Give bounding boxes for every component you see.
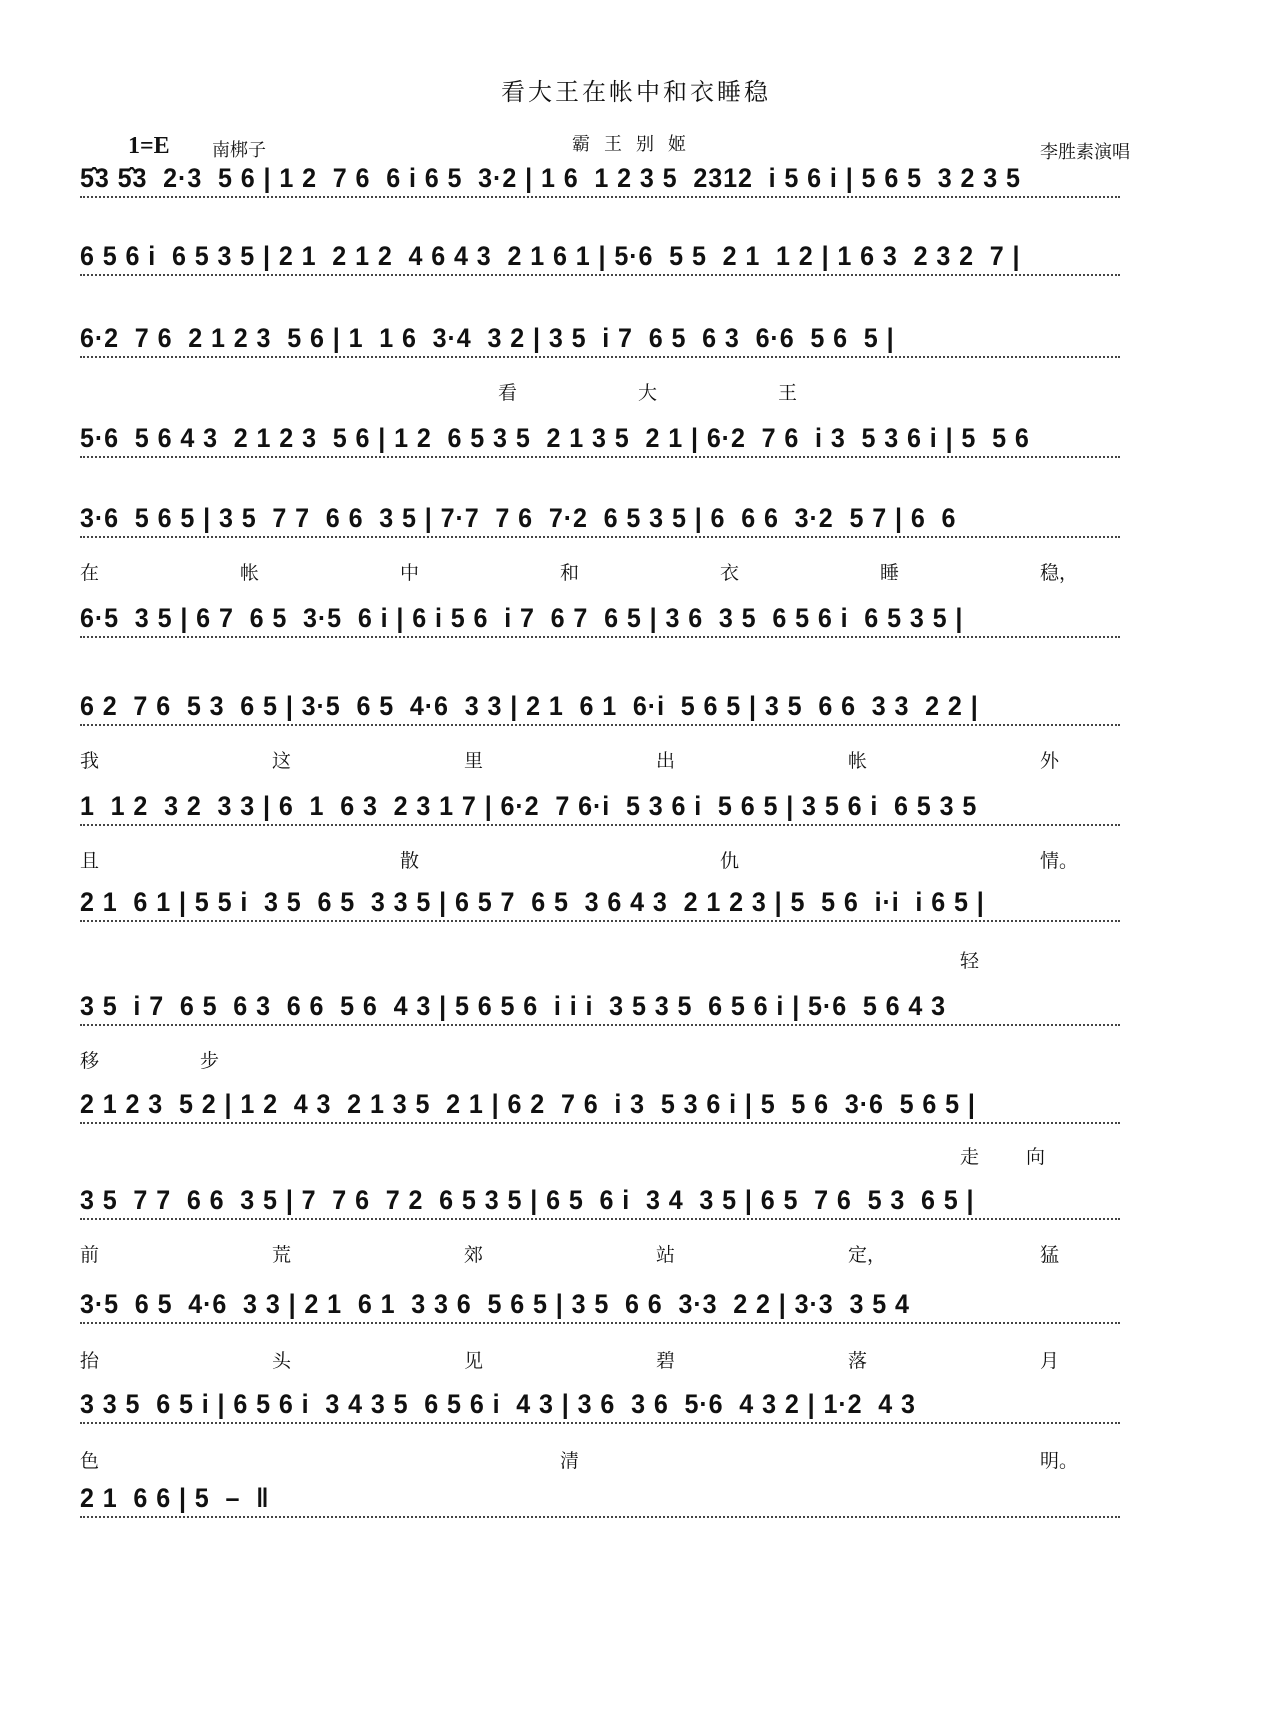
beam-underline: [80, 1422, 1120, 1424]
notation-text: [80, 1084, 1200, 1124]
lyrics-line: [80, 1346, 1200, 1374]
lyric-char: 移: [80, 1050, 100, 1072]
lyric-char: 郊: [464, 1244, 484, 1266]
notation-line: [80, 986, 1200, 1038]
lyric-char: 见: [464, 1350, 484, 1372]
notation-line: [80, 236, 1200, 288]
notation-measures: 5·6 5 6 4 3 2 1 2 3 5 6 | 1 2 6 5 3 5 2 1 3 5 2 1 | 6·2 7 6 i 3 5 3 6 i | 5 5 6: [80, 423, 1030, 453]
lyric-char: 里: [464, 750, 484, 772]
beam-underline: [80, 1218, 1120, 1220]
beam-underline: [80, 196, 1120, 198]
lyrics-line: [80, 558, 1200, 586]
notation-line: [80, 1180, 1200, 1232]
beam-underline: [80, 636, 1120, 638]
lyric-char: 荒: [272, 1244, 292, 1266]
lyric-char: 出: [656, 750, 676, 772]
lyric-char: 轻: [960, 950, 980, 972]
notation-text: [80, 158, 1200, 198]
lyric-char: 仇: [720, 850, 740, 872]
lyric-char: 头: [272, 1350, 292, 1372]
lyric-char: 外: [1040, 750, 1060, 772]
notation-line: [80, 786, 1200, 838]
notation-line: [80, 1084, 1200, 1136]
notation-measures: 3·5 6 5 4·6 3 3 | 2 1 6 1 3 3 6 5 6 5 | 3 5 6 6 3·3 2 2 | 3·3 3 5 4: [80, 1289, 910, 1319]
notation-text: [80, 418, 1200, 458]
lyrics-line: [80, 1046, 1200, 1074]
notation-measures: 5̂3 5̂3 2·3 5 6 | 1 2 7 6 6 i 6 5 3·2 | 1 6 1 2 3 5 2312 i 5 6 i | 5 6 5 3 2 3 5: [80, 163, 1021, 193]
notation-measures: 1 1 2 3 2 3 3 | 6 1 6 3 2 3 1 7 | 6·2 7 6·i 5 3 6 i 5 6 5 | 3 5 6 i 6 5 3 5: [80, 791, 978, 821]
beam-underline: [80, 920, 1120, 922]
notation-text: [80, 1384, 1200, 1424]
notation-line: [80, 1284, 1200, 1336]
beam-underline: [80, 1122, 1120, 1124]
notation-line: [80, 318, 1200, 370]
notation-measures: 3 3 5 6 5 i | 6 5 6 i 3 4 3 5 6 5 6 i 4 3 | 3 6 3 6 5·6 4 3 2 | 1·2 4 3: [80, 1389, 916, 1419]
key-signature: 1=E: [128, 133, 170, 159]
lyric-char: 前: [80, 1244, 100, 1266]
mode-label: 南梆子: [212, 140, 266, 161]
lyric-char: 王: [778, 382, 798, 404]
lyrics-line: [80, 378, 1200, 406]
notation-text: [80, 236, 1200, 276]
notation-line: [80, 598, 1200, 650]
lyric-char: 走: [960, 1146, 980, 1168]
lyric-char: 向: [1026, 1146, 1046, 1168]
notation-measures: 6·2 7 6 2 1 2 3 5 6 | 1 1 6 3·4 3 2 | 3 5 i 7 6 5 6 3 6·6 5 6 5 |: [80, 323, 895, 353]
song-title: 看大王在帐中和衣睡稳: [501, 78, 771, 106]
lyric-char: 衣: [720, 562, 740, 584]
lyric-char: 抬: [80, 1350, 100, 1372]
lyric-char: 月: [1040, 1350, 1060, 1372]
lyric-char: 清: [560, 1450, 580, 1472]
notation-line: [80, 418, 1200, 470]
notation-measures: 2 1 6 6 | 5 – ‖: [80, 1483, 270, 1513]
notation-line: [80, 1384, 1200, 1436]
lyric-char: 色: [80, 1450, 100, 1472]
notation-text: [80, 1284, 1200, 1324]
notation-text: [80, 1478, 1200, 1518]
performer-credit: 李胜素演唱: [1040, 142, 1130, 163]
notation-measures: 2 1 6 1 | 5 5 i 3 5 6 5 3 3 5 | 6 5 7 6 5 3 6 4 3 2 1 2 3 | 5 5 6 i·i i 6 5 |: [80, 887, 985, 917]
lyric-char: 碧: [656, 1350, 676, 1372]
notation-line: [80, 158, 1200, 210]
lyrics-line: [80, 946, 1200, 974]
beam-underline: [80, 1024, 1120, 1026]
beam-underline: [80, 536, 1120, 538]
beam-underline: [80, 724, 1120, 726]
beam-underline: [80, 456, 1120, 458]
beam-underline: [80, 1322, 1120, 1324]
notation-text: [80, 986, 1200, 1026]
notation-line: [80, 498, 1200, 550]
notation-text: [80, 318, 1200, 358]
lyrics-line: [80, 746, 1200, 774]
notation-measures: 6 2 7 6 5 3 6 5 | 3·5 6 5 4·6 3 3 | 2 1 6 1 6·i 5 6 5 | 3 5 6 6 3 3 2 2 |: [80, 691, 979, 721]
notation-measures: 3·6 5 6 5 | 3 5 7 7 6 6 3 5 | 7·7 7 6 7·2 6 5 3 5 | 6 6 6 3·2 5 7 | 6 6: [80, 503, 957, 533]
notation-text: [80, 686, 1200, 726]
lyric-char: 落: [848, 1350, 868, 1372]
lyric-char: 看: [498, 382, 518, 404]
beam-underline: [80, 824, 1120, 826]
lyrics-line: [80, 846, 1200, 874]
lyric-char: 我: [80, 750, 100, 772]
lyric-char: 帐: [240, 562, 260, 584]
lyric-char: 猛: [1040, 1244, 1060, 1266]
opera-name: 霸王别姬: [572, 134, 700, 155]
notation-measures: 6 5 6 i 6 5 3 5 | 2 1 2 1 2 4 6 4 3 2 1 6 1 | 5·6 5 5 2 1 1 2 | 1 6 3 2 3 2 7 |: [80, 241, 1021, 271]
lyric-char: 步: [200, 1050, 220, 1072]
beam-underline: [80, 274, 1120, 276]
lyric-char: 这: [272, 750, 292, 772]
notation-text: [80, 598, 1200, 638]
lyric-char: 睡: [880, 562, 900, 584]
notation-measures: 3 5 i 7 6 5 6 3 6 6 5 6 4 3 | 5 6 5 6 i i i 3 5 3 5 6 5 6 i | 5·6 5 6 4 3: [80, 991, 947, 1021]
beam-underline: [80, 1516, 1120, 1518]
notation-line: [80, 1478, 1200, 1530]
lyric-char: 情。: [1040, 850, 1079, 872]
lyric-char: 中: [400, 562, 420, 584]
lyrics-line: [80, 1446, 1200, 1474]
notation-measures: 6·5 3 5 | 6 7 6 5 3·5 6 i | 6 i 5 6 i 7 6 7 6 5 | 3 6 3 5 6 5 6 i 6 5 3 5 |: [80, 603, 964, 633]
lyric-char: 明。: [1040, 1450, 1079, 1472]
lyric-char: 帐: [848, 750, 868, 772]
notation-text: [80, 1180, 1200, 1220]
lyric-char: 站: [656, 1244, 676, 1266]
notation-line: [80, 882, 1200, 934]
beam-underline: [80, 356, 1120, 358]
lyric-char: 在: [80, 562, 100, 584]
notation-text: [80, 498, 1200, 538]
lyric-char: 大: [638, 382, 658, 404]
lyric-char: 定，: [848, 1244, 887, 1266]
notation-text: [80, 786, 1200, 826]
notation-measures: 3 5 7 7 6 6 3 5 | 7 7 6 7 2 6 5 3 5 | 6 5 6 i 3 4 3 5 | 6 5 7 6 5 3 6 5 |: [80, 1185, 975, 1215]
notation-line: [80, 686, 1200, 738]
lyric-char: 和: [560, 562, 580, 584]
notation-measures: 2 1 2 3 5 2 | 1 2 4 3 2 1 3 5 2 1 | 6 2 7 6 i 3 5 3 6 i | 5 5 6 3·6 5 6 5 |: [80, 1089, 976, 1119]
lyric-char: 散: [400, 850, 420, 872]
lyrics-line: [80, 1240, 1200, 1268]
notation-text: [80, 882, 1200, 922]
lyric-char: 稳，: [1040, 562, 1079, 584]
lyric-char: 且: [80, 850, 100, 872]
lyrics-line: [80, 1142, 1200, 1170]
